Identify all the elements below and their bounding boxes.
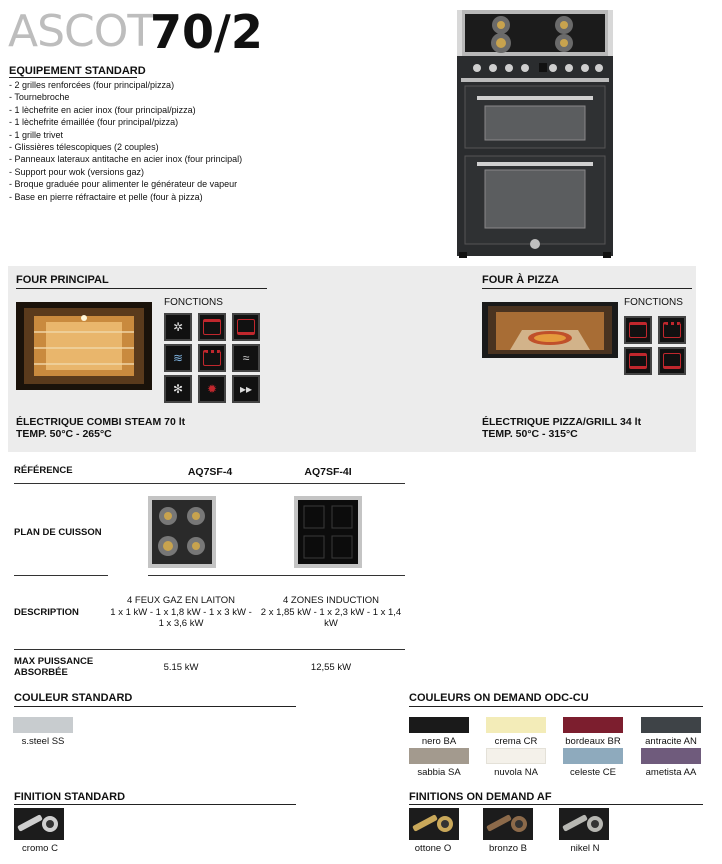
finition-standard-divider [14, 804, 296, 805]
finitions-demand-divider [409, 804, 703, 805]
color-swatch [563, 748, 623, 764]
four-pizza-spec: ÉLECTRIQUE PIZZA/GRILL 34 lt [482, 416, 642, 428]
equipment-item: - Base en pierre réfractaire et pelle (four à pizza) [9, 191, 203, 202]
color-swatch-label: nero BA [421, 736, 457, 747]
max-puissance-label-line: ABSORBÉE [14, 667, 68, 678]
reference-gas: AQ7SF-4 [187, 466, 233, 478]
equipment-item: - Support pour wok (versions gaz) [9, 166, 145, 177]
reference-label: RÉFÉRENCE [14, 465, 73, 476]
four-principal-divider [16, 288, 267, 289]
couleur-standard-divider [14, 706, 296, 707]
color-swatch-label: crema CR [494, 736, 538, 747]
color-swatch [486, 748, 546, 764]
color-swatch [641, 748, 701, 764]
four-principal-title: FOUR PRINCIPAL [16, 274, 109, 286]
finish-label: cromo C [22, 843, 58, 854]
plan-de-cuisson-label: PLAN DE CUISSON [14, 527, 102, 538]
description-gas [106, 595, 256, 630]
description-induction-line: 2 x 1,85 kW - 1 x 2,3 kW - 1 x 1,4 kW [260, 606, 402, 629]
description-label: DESCRIPTION [14, 607, 79, 618]
range-cooker-image [451, 8, 619, 260]
steam-bake-icon: ≈ [232, 344, 260, 372]
description-induction [256, 595, 406, 630]
equipment-item: - Panneaux lateraux antitache en acier inox (four principal) [9, 154, 243, 165]
fan-steam-icon: ✻ [164, 375, 192, 403]
four-pizza-functions-label: FONCTIONS [624, 297, 683, 308]
table-divider [14, 649, 405, 650]
product-title-bold: 70/2 [150, 5, 263, 59]
fast-preheat-icon: ▸▸ [232, 375, 260, 403]
equipment-item: - 1 lèchefrite en acier inox (four principal/pizza) [9, 104, 196, 115]
equipment-divider [9, 77, 137, 78]
equipment-item: - 1 lèchefrite émaillée (four principal/pizza) [9, 117, 179, 128]
steam-icon: ≋ [164, 344, 192, 372]
fan-circle-icon: ✹ [198, 375, 226, 403]
color-swatch-label: ametista AA [645, 767, 697, 778]
grill-icon [658, 316, 686, 344]
four-pizza-temp: TEMP. 50°C - 315°C [482, 428, 578, 440]
color-swatch-label: antracite AN [645, 736, 697, 747]
max-puissance-label [14, 656, 93, 678]
pizza-oven-photo [482, 302, 618, 358]
product-title-light: ASCOT [8, 6, 154, 57]
gas-hob-image [148, 496, 216, 568]
top-heat-icon [198, 313, 226, 341]
description-gas-line: 4 FEUX GAZ EN LAITON [126, 595, 236, 606]
color-swatch [13, 717, 73, 733]
knob-finish-swatch [559, 808, 609, 840]
finish-label: ottone O [414, 843, 452, 854]
four-pizza-divider [482, 288, 692, 289]
power-gas: 5.15 kW [163, 662, 199, 673]
four-pizza-title: FOUR À PIZZA [482, 274, 559, 286]
power-induction: 12,55 kW [310, 662, 352, 673]
couleurs-demand-divider [409, 706, 703, 707]
equipment-item: - 2 grilles renforcées (four principal/pizza) [9, 80, 175, 90]
table-divider [148, 575, 405, 576]
four-principal-functions-label: FONCTIONS [164, 297, 223, 308]
equipment-item: - Tournebroche [9, 92, 70, 103]
fan-icon: ✲ [164, 313, 192, 341]
finish-label: nikel N [570, 843, 600, 854]
induction-hob-image [294, 496, 362, 568]
finitions-demand-title: FINITIONS ON DEMAND AF [409, 791, 552, 803]
equipment-title: EQUIPEMENT STANDARD [9, 65, 146, 77]
finish-label: bronzo B [488, 843, 528, 854]
color-swatch [563, 717, 623, 733]
color-swatch [486, 717, 546, 733]
equipment-item: - Glissières télescopiques (2 couples) [9, 142, 159, 153]
description-induction-line: 4 ZONES INDUCTION [282, 595, 380, 606]
color-swatch-label: s.steel SS [21, 736, 65, 747]
color-swatch-label: nuvola NA [494, 767, 538, 778]
grill-icon [198, 344, 226, 372]
max-puissance-label-line: MAX PUISSANCE [14, 656, 94, 667]
color-swatch-label: bordeaux BR [565, 736, 621, 747]
color-swatch [641, 717, 701, 733]
reference-induction: AQ7SF-4I [304, 466, 352, 478]
couleurs-demand-title: COULEURS ON DEMAND ODC-CU [409, 692, 589, 704]
equipment-item: - Broque graduée pour alimenter le générateur de vapeur [9, 179, 238, 190]
knob-finish-swatch [409, 808, 459, 840]
finition-standard-title: FINITION STANDARD [14, 791, 126, 803]
bottom-heat-icon [658, 347, 686, 375]
table-divider [14, 483, 405, 484]
knob-finish-swatch [14, 808, 64, 840]
color-swatch [409, 717, 469, 733]
color-swatch-label: celeste CE [570, 767, 616, 778]
color-swatch [409, 748, 469, 764]
equipment-item: - 1 grille trivet [9, 129, 64, 140]
bottom-heat-icon [232, 313, 260, 341]
four-principal-spec: ÉLECTRIQUE COMBI STEAM 70 lt [16, 416, 186, 428]
table-divider [14, 575, 108, 576]
description-gas-line: 1 x 3,6 kW [158, 618, 204, 629]
knob-finish-swatch [483, 808, 533, 840]
top-bottom-heat-icon [624, 347, 652, 375]
top-heat-icon [624, 316, 652, 344]
four-principal-temp: TEMP. 50°C - 265°C [16, 428, 112, 440]
equipment-list [9, 79, 242, 203]
main-oven-photo [16, 302, 152, 390]
description-gas-line: 1 x 1 kW - 1 x 1,8 kW - 1 x 3 kW - [110, 606, 252, 618]
couleur-standard-title: COULEUR STANDARD [14, 692, 133, 704]
color-swatch-label: sabbia SA [417, 767, 461, 778]
